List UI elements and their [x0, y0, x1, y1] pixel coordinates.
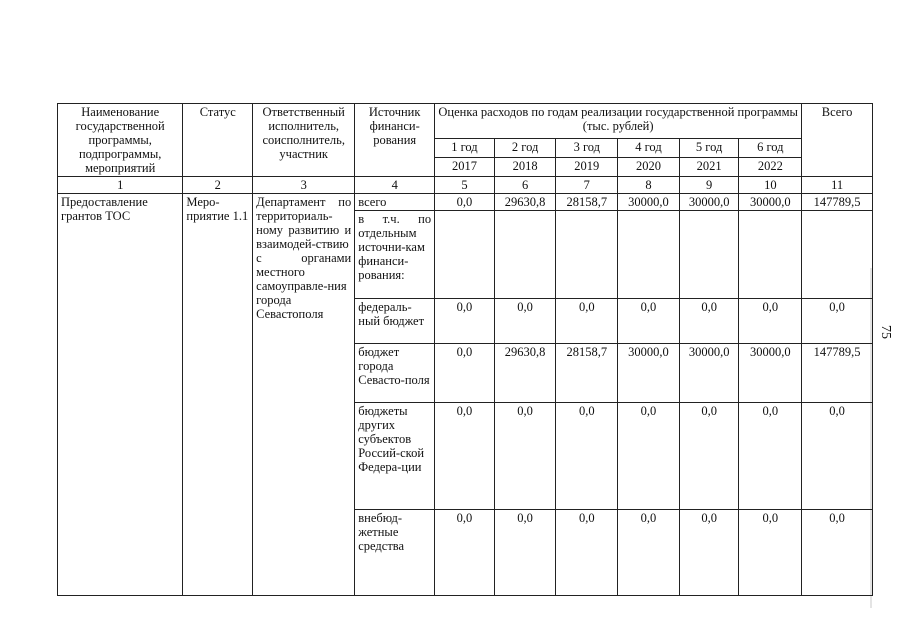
page-number: 75 [878, 325, 893, 339]
value-cell: 28158,7 [556, 194, 618, 211]
header-total: Всего [802, 104, 873, 177]
header-row [58, 104, 873, 139]
header-responsible: Ответственный исполнитель, соисполнитель, участник [253, 104, 355, 177]
col-number: 11 [802, 177, 873, 194]
value-cell: 0,0 [435, 344, 495, 403]
value-cell: 30000,0 [679, 344, 739, 403]
entry-status: Меро-приятие 1.1 [183, 194, 253, 596]
value-cell: 30000,0 [679, 194, 739, 211]
source-cell: федераль-ный бюджет [355, 299, 435, 344]
budget-table [57, 103, 873, 596]
header-estimate: Оценка расходов по годам реализации государственной программы (тыс. рублей) [435, 104, 802, 139]
header-status: Статус [183, 104, 253, 177]
value-cell: 30000,0 [739, 194, 802, 211]
column-number-row [58, 177, 873, 194]
value-cell: 0,0 [618, 299, 680, 344]
col-number: 4 [355, 177, 435, 194]
total-cell: 147789,5 [802, 194, 873, 211]
value-cell: 0,0 [494, 403, 556, 510]
value-cell: 28158,7 [556, 344, 618, 403]
value-cell: 30000,0 [618, 194, 680, 211]
value-cell: 0,0 [679, 403, 739, 510]
value-cell: 29630,8 [494, 194, 556, 211]
value-cell: 0,0 [556, 403, 618, 510]
table-row [58, 194, 873, 211]
value-cell: 29630,8 [494, 344, 556, 403]
col-number: 7 [556, 177, 618, 194]
value-cell: 0,0 [435, 510, 495, 596]
year-value: 2021 [679, 157, 739, 176]
value-cell [618, 211, 680, 299]
value-cell: 0,0 [435, 403, 495, 510]
value-cell [739, 211, 802, 299]
entry-responsible: Департамент по территориаль-ному развитию и взаимодей-ствию с органами местного самоуправле-ния города Севастополя [253, 194, 355, 596]
source-cell: бюджеты других субъектов Россий-ской Федера-ции [355, 403, 435, 510]
value-cell: 0,0 [556, 299, 618, 344]
col-number: 10 [739, 177, 802, 194]
year-label: 2 год [494, 138, 556, 157]
value-cell: 0,0 [739, 510, 802, 596]
col-number: 3 [253, 177, 355, 194]
value-cell: 0,0 [494, 510, 556, 596]
total-cell: 0,0 [802, 510, 873, 596]
value-cell: 30000,0 [618, 344, 680, 403]
year-label: 1 год [435, 138, 495, 157]
value-cell [435, 211, 495, 299]
year-value: 2018 [494, 157, 556, 176]
total-cell: 0,0 [802, 403, 873, 510]
year-label: 5 год [679, 138, 739, 157]
value-cell: 0,0 [679, 510, 739, 596]
col-number: 2 [183, 177, 253, 194]
entry-name: Предоставление грантов ТОС [58, 194, 183, 596]
value-cell: 0,0 [618, 510, 680, 596]
year-label: 3 год [556, 138, 618, 157]
year-value: 2019 [556, 157, 618, 176]
header-name: Наименование государственной программы, подпрограммы, мероприятий [58, 104, 183, 177]
value-cell: 30000,0 [739, 344, 802, 403]
year-value: 2017 [435, 157, 495, 176]
source-cell: в т.ч. по отдельным источни-кам финанси-рования: [355, 211, 435, 299]
value-cell: 0,0 [679, 299, 739, 344]
year-value: 2022 [739, 157, 802, 176]
total-cell: 147789,5 [802, 344, 873, 403]
value-cell: 0,0 [618, 403, 680, 510]
source-cell: бюджет города Севасто-поля [355, 344, 435, 403]
col-number: 5 [435, 177, 495, 194]
value-cell: 0,0 [739, 299, 802, 344]
value-cell [556, 211, 618, 299]
value-cell: 0,0 [435, 299, 495, 344]
year-label: 6 год [739, 138, 802, 157]
header-source: Источник финанси-рования [355, 104, 435, 177]
value-cell: 0,0 [494, 299, 556, 344]
year-value: 2020 [618, 157, 680, 176]
col-number: 9 [679, 177, 739, 194]
col-number: 6 [494, 177, 556, 194]
col-number: 8 [618, 177, 680, 194]
total-cell [802, 211, 873, 299]
value-cell: 0,0 [556, 510, 618, 596]
source-cell: всего [355, 194, 435, 211]
total-cell: 0,0 [802, 299, 873, 344]
col-number: 1 [58, 177, 183, 194]
value-cell: 0,0 [435, 194, 495, 211]
value-cell: 0,0 [739, 403, 802, 510]
value-cell [494, 211, 556, 299]
source-cell: внебюд-жетные средства [355, 510, 435, 596]
year-label: 4 год [618, 138, 680, 157]
value-cell [679, 211, 739, 299]
